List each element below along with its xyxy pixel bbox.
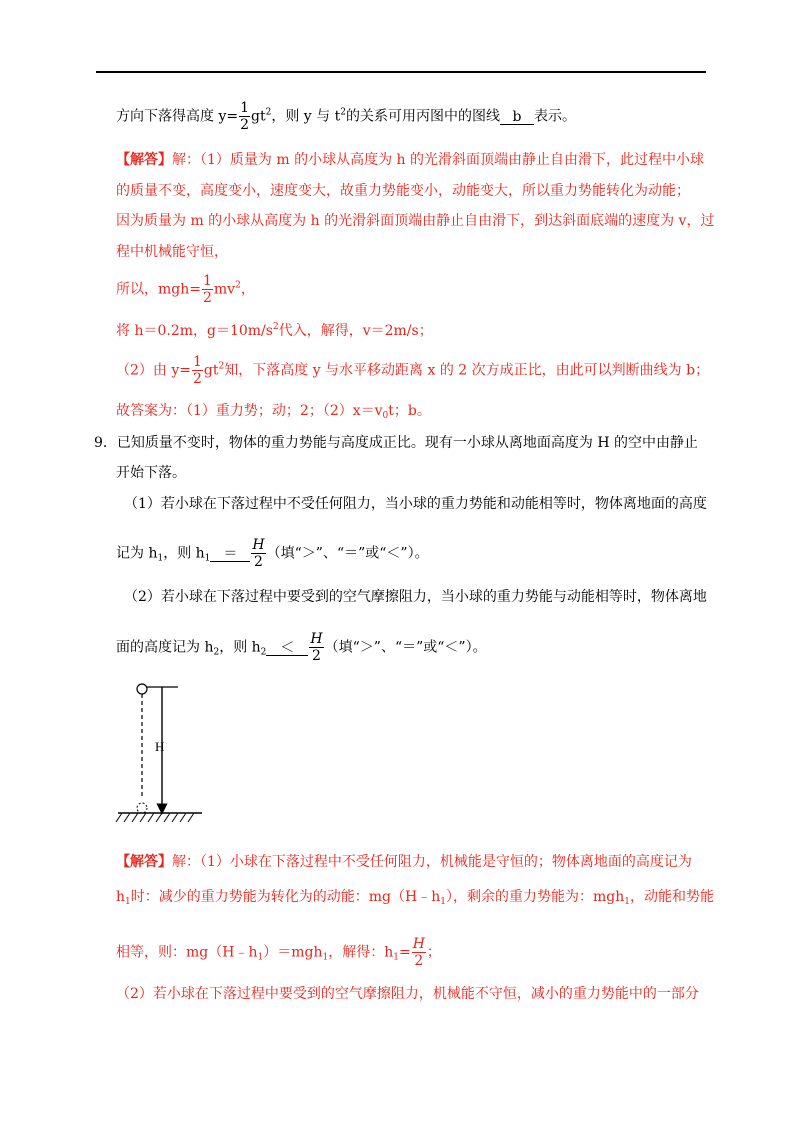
fraction: $\frac{1}{2}$ (193, 354, 202, 387)
question-line: （2）若小球在下落过程中要受到的空气摩擦阻力，当小球的重力势能与动能相等时，物体离地 (124, 589, 707, 605)
answer-line: $h_1$时：减少的重力势能为转化为的动能：$mg(H﹣h_1)$，剩余的重力势能为：mgh$_1$，动能和势能 (116, 889, 714, 907)
answer-blank: ＜ (266, 641, 308, 656)
answer-line: 程中机械能守恒， (116, 244, 228, 260)
question-line: （1）若小球在下落过程中不受任何阻力，当小球的重力势能和动能相等时，物体离地面的高度 (124, 496, 707, 512)
question-line: 面的高度记为 $h_2$，则 $h_2$ ＜ $\frac{H}{2}$ （填“＞”、“＝”或“＜”）。 (116, 631, 487, 664)
fraction: $\frac{H}{2}$ (252, 537, 265, 570)
answer-line: 【解答】解：（1）质量为 m 的小球从高度为 h 的光滑斜面顶端由静止自由滑下，此过程中小球 (116, 152, 704, 168)
answer-line: 因为质量为 m 的小球从高度为 h 的光滑斜面顶端由静止自由滑下，到达斜面底端的速度为 v，过 (116, 213, 715, 229)
answer-line: 将 h＝0.2m，$g=10m/s^2$代入，解得，v＝2m/s； (116, 322, 433, 339)
fraction: $\frac{1}{2}$ (202, 273, 212, 306)
answer-line: （2）若小球在下落过程中要受到的空气摩擦阻力，机械能不守恒，减小的重力势能中的一部分 (116, 986, 699, 1002)
answer-tag: 【解答】 (116, 854, 172, 870)
answer-line: 【解答】解：（1）小球在下落过程中不受任何阻力，机械能是守恒的；物体离地面的高度记为 (116, 854, 692, 870)
answer-line: 所以，mgh= $\frac{1}{2}$ $mv^2$， (116, 273, 255, 306)
question-number: 9． (94, 435, 117, 451)
fraction: $\frac{H}{2}$ (412, 936, 425, 969)
ball-ground (137, 803, 147, 813)
answer-tag: 【解答】 (116, 152, 172, 168)
answer-blank: ＝ (210, 547, 250, 562)
answer-line: 的质量不变，高度变小，速度变大，故重力势能变小，动能变大，所以重力势能转化为动能； (116, 183, 690, 199)
question-line: 记为 $h_1$，则 $h_1$ ＝ $\frac{H}{2}$ （填“＞”、“＝”或“＜”）。 (116, 537, 429, 570)
height-label: H (155, 739, 165, 754)
ground-hatch (116, 813, 194, 822)
answer-line: 相等，则：$mg(H﹣h_1)=mgh_1$，解得：$h_1=$ $\frac{H}{2}$ ； (116, 936, 441, 969)
question-line: 开始下落。 (116, 465, 186, 481)
question-line: 9．已知质量不变时，物体的重力势能与高度成正比。现有一小球从离地面高度为 H 的空中由静止 (94, 435, 699, 451)
continued-text-line: 方向下落得高度 y= $\frac{1}{2}$ $gt^2$，则 y 与 $t^2$的关系可用丙图中的图线 b 表示。 (116, 100, 576, 133)
falling-ball-figure (110, 675, 210, 835)
answer-blank: b (500, 110, 534, 125)
answer-line: （2）由 y= $\frac{1}{2}$ $gt^2$知，下落高度 y 与水平移动距离 x 的 2 次方成正比，由此可以判断曲线为 b； (116, 354, 710, 387)
ball-top (137, 684, 147, 694)
fraction: $\frac{H}{2}$ (310, 631, 323, 664)
header-rule (96, 71, 706, 73)
fraction: $\frac{1}{2}$ (240, 100, 250, 133)
answer-line: 故答案为：（1）重力势；动；2；$(2)x=v_0t$；b。 (116, 403, 431, 421)
